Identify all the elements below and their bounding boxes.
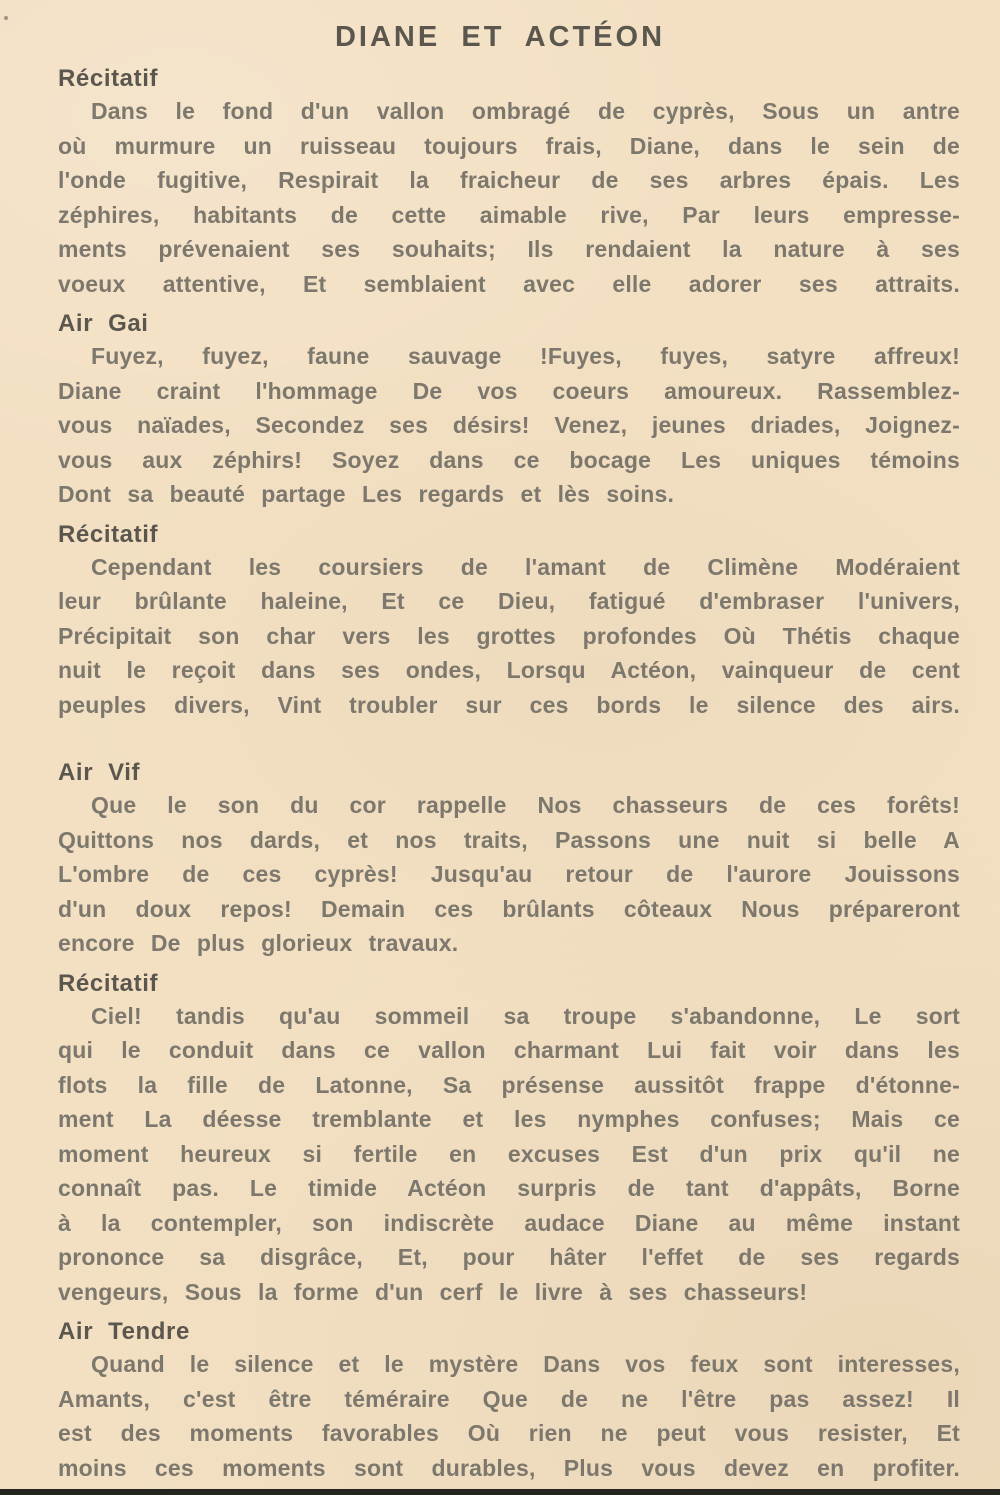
text-line: ments prévenaient ses souhaits; Ils rendaient la nature à ses xyxy=(58,236,960,262)
text-line: Fuyez, fuyez, faune sauvage !Fuyes, fuyes, satyre affreux! xyxy=(91,343,960,369)
text-line: Quand le silence et le mystère Dans vos feux sont interesses, xyxy=(91,1351,960,1377)
libretto-text xyxy=(58,56,960,1485)
section-heading: Récitatif xyxy=(58,520,159,548)
text-line: leur brûlante haleine, Et ce Dieu, fatigué d'embraser l'univers, xyxy=(58,588,960,614)
text-line: Quittons nos dards, et nos traits, Passons une nuit si belle A xyxy=(58,826,960,853)
text-line: peuples divers, Vint troubler sur ces bords le silence des airs. xyxy=(58,691,960,718)
section-paragraph xyxy=(58,1347,960,1485)
text-line: Que le son du cor rappelle Nos chasseurs de ces forêts! xyxy=(91,792,960,818)
text-line: est des moments favorables Où rien ne peut vous resister, Et xyxy=(58,1420,960,1446)
text-line: Dont sa beauté partage Les regards et lès soins. xyxy=(58,481,675,507)
text-line: Cependant les coursiers de l'amant de Climène Modéraient xyxy=(91,553,960,580)
section-heading: Air Tendre xyxy=(58,1318,190,1345)
page-bottom-edge xyxy=(0,1489,1000,1495)
section-6-air-tendre xyxy=(58,1317,960,1485)
text-line: nuit le reçoit dans ses ondes, Lorsqu Actéon, vainqueur de cent xyxy=(58,657,960,683)
text-line: Dans le fond d'un vallon ombragé de cyprès, Sous un antre xyxy=(91,98,960,124)
section-1-r-citatif xyxy=(58,64,960,301)
section-3-r-citatif xyxy=(58,520,960,723)
text-line: vengeurs, Sous la forme d'un cerf le livre à ses chasseurs! xyxy=(58,1278,808,1305)
print-speck xyxy=(4,16,8,20)
section-heading: Récitatif xyxy=(58,65,159,92)
text-line: L'ombre de ces cyprès! Jusqu'au retour de l'aurore Jouissons xyxy=(58,861,960,887)
section-heading: Air Gai xyxy=(58,310,149,337)
text-line: prononce sa disgrâce, Et, pour hâter l'effet de ses regards xyxy=(58,1244,960,1270)
text-line: zéphires, habitants de cette aimable rive, Par leurs empresse- xyxy=(58,201,960,228)
section-2-air-gai xyxy=(58,309,960,512)
text-line: Ciel! tandis qu'au sommeil sa troupe s'abandonne, Le sort xyxy=(91,1002,960,1029)
section-paragraph xyxy=(58,999,960,1310)
text-line: d'un doux repos! Demain ces brûlants côteaux Nous prépareront xyxy=(58,895,960,922)
text-line: qui le conduit dans ce vallon charmant Lui fait voir dans les xyxy=(58,1037,960,1063)
text-line: l'onde fugitive, Respirait la fraicheur de ses arbres épais. Les xyxy=(58,167,960,193)
section-4-air-vif xyxy=(58,758,960,961)
section-paragraph xyxy=(58,550,960,723)
text-line: voeux attentive, Et semblaient avec elle adorer ses attraits. xyxy=(58,270,960,297)
section-paragraph xyxy=(58,788,960,961)
text-line: à la contempler, son indiscrète audace Diane au même instant xyxy=(58,1209,960,1236)
text-line: Amants, c'est être téméraire Que de ne l'être pas assez! Il xyxy=(58,1385,960,1412)
section-heading: Air Vif xyxy=(58,759,141,786)
section-paragraph xyxy=(58,339,960,512)
text-line: vous naïades, Secondez ses désirs! Venez, jeunes driades, Joignez- xyxy=(58,412,960,438)
text-line: moins ces moments sont durables, Plus vous devez en profiter. xyxy=(58,1454,960,1481)
text-line: où murmure un ruisseau toujours frais, Diane, dans le sein de xyxy=(58,132,960,159)
text-line: vous aux zéphirs! Soyez dans ce bocage Les uniques témoins xyxy=(58,446,960,473)
section-heading: Récitatif xyxy=(58,969,159,997)
section-5-r-citatif xyxy=(58,969,960,1310)
text-line: flots la fille de Latonne, Sa présense aussitôt frappe d'étonne- xyxy=(58,1071,960,1098)
page-title: DIANE ET ACTÉON xyxy=(334,21,666,53)
text-line: Précipitait son char vers les grottes profondes Où Thétis chaque xyxy=(58,622,960,649)
text-line: ment La déesse tremblante et les nymphes confuses; Mais ce xyxy=(58,1106,960,1132)
text-line: Diane craint l'hommage De vos coeurs amoureux. Rassemblez- xyxy=(58,377,960,404)
text-line: encore De plus glorieux travaux. xyxy=(58,930,459,956)
text-line: moment heureux si fertile en excuses Est d'un prix qu'il ne xyxy=(58,1140,960,1167)
text-line: connaît pas. Le timide Actéon surpris de tant d'appâts, Borne xyxy=(58,1175,960,1201)
section-paragraph xyxy=(58,94,960,301)
